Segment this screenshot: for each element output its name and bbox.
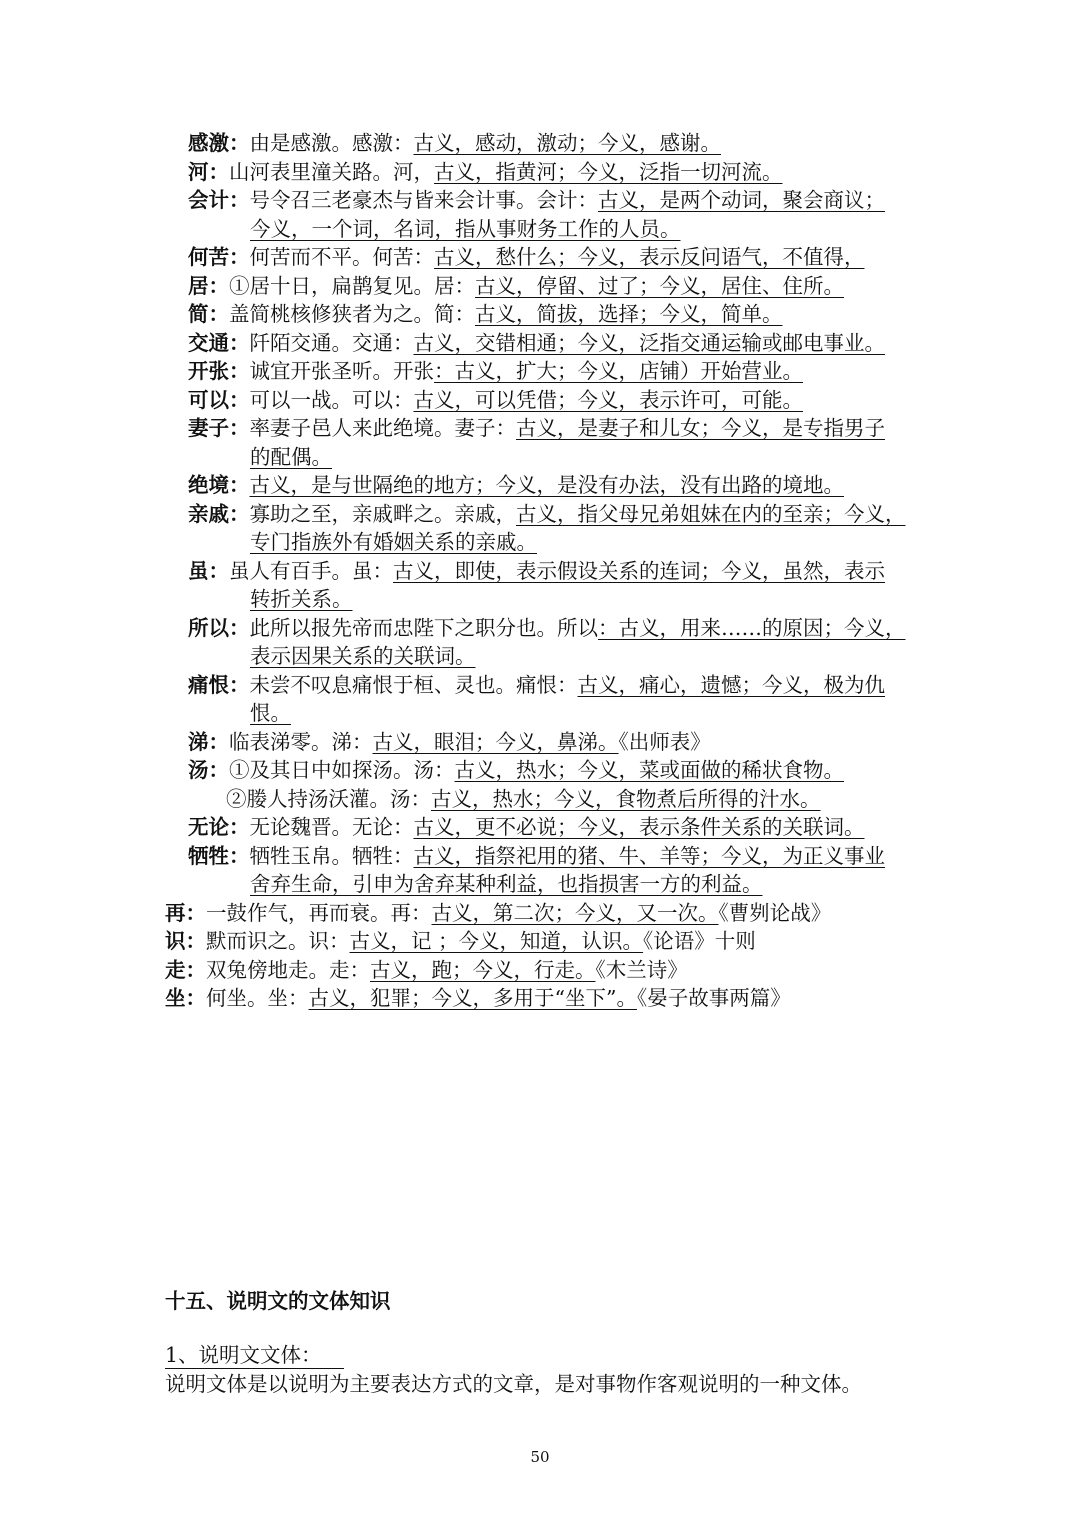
entry-term: 痛恨： [188, 672, 250, 697]
entry-line [188, 329, 1080, 358]
entry-line [188, 243, 1080, 272]
vocab-entry [0, 671, 1080, 728]
entry-meaning: 古义，指祭祀用的猪、牛、羊等；今义，为正义事业 [413, 843, 885, 868]
entry-line [188, 870, 1080, 899]
entry-line [188, 557, 1080, 586]
entry-term: 妻子： [188, 416, 250, 440]
entry-term: 可以： [188, 387, 250, 412]
entry-meaning: 表示因果关系的关联词。 [250, 644, 476, 668]
entry-term: 居： [188, 273, 229, 298]
vocab-entry [0, 386, 1080, 415]
entry-line [188, 756, 1080, 785]
entry-text: 临表涕零。涕： [229, 729, 373, 754]
vocab-entry [0, 956, 1080, 985]
word-meaning-list [0, 129, 1080, 1013]
entry-line [188, 471, 1080, 500]
entry-text: 未尝不叹息痛恨于桓、灵也。痛恨： [249, 672, 578, 697]
entry-line [188, 842, 1080, 871]
entry-text: 虽人有百手。虽： [229, 558, 393, 583]
entry-term: 汤： [188, 758, 229, 782]
entry-text: ①居十日，扁鹊复见。居： [229, 273, 475, 298]
entry-term: 河： [188, 159, 229, 184]
entry-line [188, 129, 1080, 158]
entry-meaning: 古义，简拔，选择；今义，简单。 [475, 302, 783, 326]
entry-meaning: 古义，更不必说；今义，表示条件关系的关联词。 [413, 815, 865, 839]
entry-line [188, 728, 1080, 757]
entry-text: 无论魏晋。无论： [249, 815, 414, 839]
entry-line [188, 186, 1080, 215]
vocab-entry [0, 329, 1080, 358]
entry-meaning: 古义，指父母兄弟姐妹在内的至亲；今义， [516, 501, 906, 526]
entry-text: 盖简桃核修狭者为之。简： [229, 302, 475, 326]
entry-term: 感激： [188, 131, 250, 155]
entry-line [188, 300, 1080, 329]
vocab-entry [0, 186, 1080, 243]
entry-text: 此所以报先帝而忠陛下之职分也。所以 [249, 615, 598, 640]
entry-meaning: 古义，交错相通；今义，泛指交通运输或邮电事业。 [413, 330, 885, 355]
vocab-entry [0, 813, 1080, 842]
entry-meaning: 古义，记 ；今义，知道，认识。 [349, 929, 644, 953]
vocab-entry [0, 243, 1080, 272]
entry-line [188, 443, 1080, 472]
entry-line [188, 414, 1080, 443]
entry-meaning: 古义，跑；今义，行走。 [370, 957, 596, 982]
entry-meaning: 古义，是两个动词，聚会商议； [598, 188, 885, 212]
entry-term: 会计： [188, 188, 250, 212]
entry-meaning: ：古义，扩大；今义，店铺）开始营业。 [434, 359, 803, 383]
body-paragraph: 说明文体是以说明为主要表达方式的文章，是对事物作客观说明的一种文体。 [165, 1372, 862, 1396]
entry-meaning: 今义，一个词，名词，指从事财务工作的人员。 [250, 216, 681, 241]
vocab-entry [0, 842, 1080, 899]
vocab-entry [0, 357, 1080, 386]
entry-term: 绝境： [188, 473, 250, 497]
entry-text: 一鼓作气，再而衰。再： [206, 900, 432, 925]
entry-term: 坐： [165, 986, 206, 1010]
entry-term: 虽： [188, 558, 229, 583]
entry-text: 双兔傍地走。走： [206, 957, 370, 982]
entry-meaning: 的配偶。 [250, 444, 332, 469]
entry-line [165, 956, 1080, 985]
entry-line [188, 500, 1080, 529]
entry-meaning: 古义，是与世隔绝的地方；今义，是没有办法，没有出路的境地。 [249, 473, 844, 497]
entry-term: 所以： [188, 615, 250, 640]
entry-term: 开张： [188, 359, 250, 383]
entry-meaning: 古义，即使，表示假设关系的连词；今义，虽然，表示 [393, 558, 885, 583]
entry-line [188, 699, 1080, 728]
entry-meaning: 古义，犯罪；今义，多用于“坐下”。 [308, 986, 637, 1010]
entry-meaning: 古义，感动，激动；今义，感谢。 [413, 131, 721, 155]
entry-term: 牺牲： [188, 843, 250, 868]
entry-meaning: 古义，停留、过了；今义，居住、住所。 [475, 273, 844, 298]
entry-meaning: 古义，愁什么；今义，表示反问语气，不值得， [434, 245, 865, 269]
vocab-entry [0, 927, 1080, 956]
entry-text: 由是感激。感激： [249, 131, 414, 155]
entry-meaning: 古义，热水；今义，菜或面做的稀状食物。 [454, 758, 844, 782]
vocab-entry [0, 557, 1080, 614]
entry-meaning: 古义，眼泪；今义，鼻涕。 [372, 729, 619, 754]
entry-term: 再： [165, 900, 206, 925]
vocab-entry [0, 984, 1080, 1013]
sub-heading: 1、说明文文体： [165, 1342, 344, 1369]
entry-line [188, 813, 1080, 842]
entry-meaning: ：古义，用来……的原因；今义， [598, 615, 906, 640]
entry-line [188, 158, 1080, 187]
section-heading: 十五、说明文的文体知识 [165, 1289, 391, 1313]
vocab-entry [0, 756, 1080, 813]
entry-term: 亲戚： [188, 501, 250, 526]
entry-term: 涕： [188, 729, 229, 754]
entry-term: 交通： [188, 330, 250, 355]
entry-line [188, 528, 1080, 557]
entry-meaning: 古义，是妻子和儿女；今义，是专指男子 [516, 416, 885, 440]
entry-text: 《曹刿论战》 [718, 900, 832, 925]
entry-text: 《木兰诗》 [595, 957, 688, 982]
entry-meaning: 专门指族外有婚姻关系的亲戚。 [250, 530, 537, 554]
entry-meaning: 古义，第二次；今义，又一次。 [431, 900, 719, 925]
entry-line [165, 899, 1080, 928]
entry-term: 无论： [188, 815, 250, 839]
entry-term: 何苦： [188, 245, 250, 269]
vocab-entry [0, 158, 1080, 187]
entry-line [188, 272, 1080, 301]
vocab-entry [0, 272, 1080, 301]
entry-text: ①及其日中如探汤。汤： [229, 758, 455, 782]
entry-text: 诚宜开张圣听。开张 [249, 359, 434, 383]
entry-meaning: 转折关系。 [250, 587, 353, 611]
entry-text: 可以一战。可以： [249, 387, 414, 412]
entry-text: ②媵人持汤沃灌。汤： [226, 786, 431, 811]
vocab-entry [0, 414, 1080, 471]
page-number: 50 [530, 1448, 550, 1466]
entry-line [188, 642, 1080, 671]
entry-term: 简： [188, 302, 229, 326]
vocab-entry [0, 300, 1080, 329]
entry-line [188, 585, 1080, 614]
entry-meaning: 舍弃生命，引申为舍弃某种利益，也指损害一方的利益。 [250, 872, 763, 896]
entry-line [188, 215, 1080, 244]
entry-line [165, 927, 1080, 956]
entry-text: 阡陌交通。交通： [249, 330, 414, 355]
entry-line [165, 984, 1080, 1013]
entry-meaning: 古义，可以凭借；今义，表示许可，可能。 [413, 387, 803, 412]
entry-meaning: 古义，热水；今义，食物煮后所得的汁水。 [431, 786, 821, 811]
entry-text: 率妻子邑人来此绝境。妻子： [249, 416, 516, 440]
vocab-entry [0, 500, 1080, 557]
entry-line [188, 357, 1080, 386]
entry-text: 牺牲玉帛。牺牲： [249, 843, 414, 868]
vocab-entry [0, 728, 1080, 757]
entry-text: 何苦而不平。何苦： [249, 245, 434, 269]
entry-meaning: 古义，指黄河；今义，泛指一切河流。 [434, 159, 783, 184]
entry-text: 《晏子故事两篇》 [636, 986, 791, 1010]
vocab-entry [0, 899, 1080, 928]
entry-line [188, 386, 1080, 415]
entry-line [188, 671, 1080, 700]
entry-line [188, 785, 1080, 814]
entry-text: 山河表里潼关路。河， [229, 159, 434, 184]
entry-term: 走： [165, 957, 206, 982]
entry-line [188, 614, 1080, 643]
entry-text: 默而识之。识： [206, 929, 350, 953]
vocab-entry [0, 129, 1080, 158]
entry-text: 寡助之至，亲戚畔之。亲戚， [249, 501, 516, 526]
entry-term: 识： [165, 929, 206, 953]
entry-text: 号令召三老豪杰与皆来会计事。会计： [249, 188, 598, 212]
vocab-entry [0, 471, 1080, 500]
entry-meaning: 古义，痛心，遗憾；今义，极为仇 [577, 672, 885, 697]
entry-text: 何坐。坐： [206, 986, 309, 1010]
entry-text: 《出师表》 [618, 729, 711, 754]
vocab-entry [0, 614, 1080, 671]
entry-meaning: 恨。 [250, 701, 291, 725]
entry-text: 《论语》十则 [643, 929, 756, 953]
